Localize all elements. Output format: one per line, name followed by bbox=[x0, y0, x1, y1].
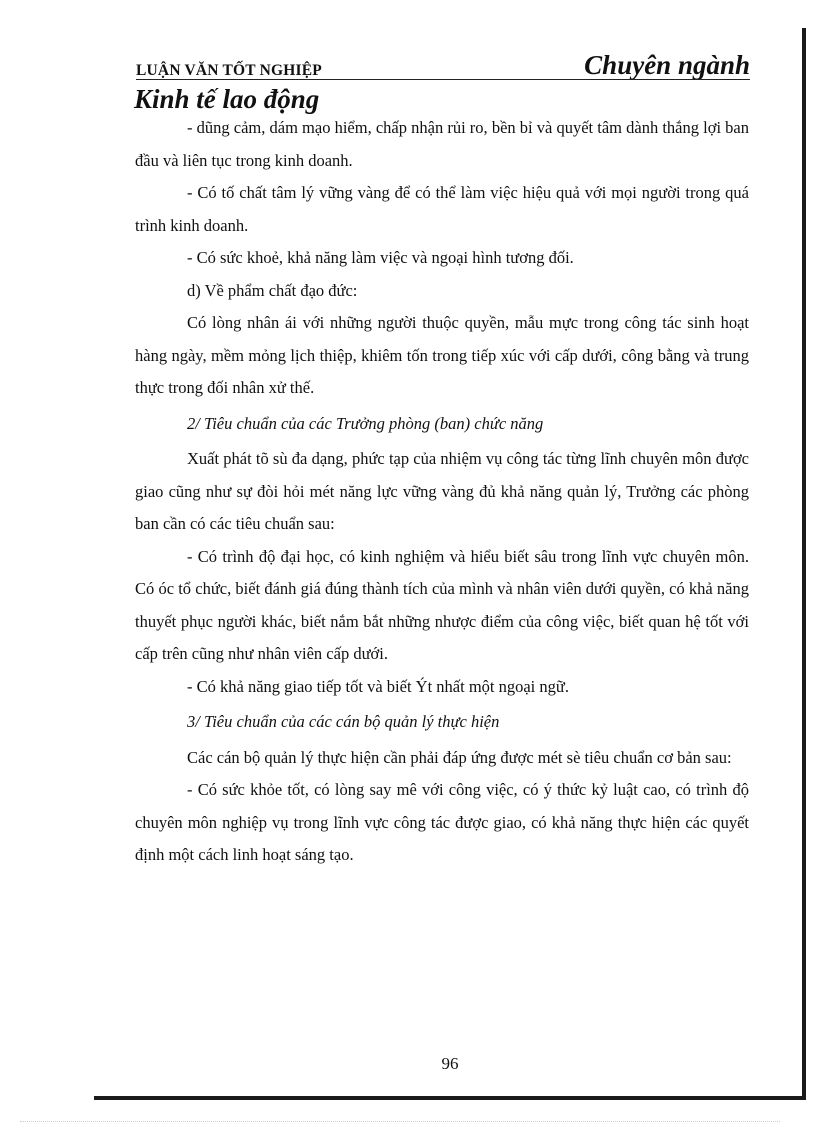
header-rule bbox=[136, 79, 750, 80]
section-heading-2: 2/ Tiêu chuẩn của các Trưởng phòng (ban) chức năng bbox=[187, 413, 544, 433]
page-number: 96 bbox=[441, 1054, 459, 1073]
paragraph-5: Có lòng nhân ái với những người thuộc quyền, mẫu mực trong công tác sinh hoạt hàng ngày, mềm mỏng lịch thiệp, khiêm tốn trong tiếp xúc với cấp dưới, công bằng và trung thực trong đối nhân xử thế. bbox=[135, 313, 749, 397]
header-subtitle: Kinh tế lao động bbox=[134, 84, 320, 114]
paragraph-4: d) Về phẩm chất đạo đức: bbox=[187, 280, 358, 300]
section-heading-3: 3/ Tiêu chuẩn của các cán bộ quản lý thực hiện bbox=[187, 712, 500, 731]
paragraph-3: - Có sức khoẻ, khả năng làm việc và ngoại hình tương đối. bbox=[187, 248, 574, 267]
paragraph-1: - dũng cảm, dám mạo hiểm, chấp nhận rủi ro, bền bỉ và quyết tâm dành thắng lợi ban đầu và liên tục trong kinh doanh. bbox=[135, 118, 749, 170]
paragraph-7: Xuất phát tõ sù đa dạng, phức tạp của nhiệm vụ công tác từng lĩnh chuyên môn được giao cũng như sự đòi hỏi mét năng lực vững vàng đủ khả năng quản lý, Trưởng các phòng ban cần có các tiêu chuẩn sau: bbox=[135, 449, 749, 533]
document-body bbox=[135, 112, 749, 872]
header-left-title: LUẬN VĂN TỐT NGHIỆP bbox=[136, 62, 322, 79]
header-right-title: Chuyên ngành bbox=[584, 50, 750, 80]
paragraph-9: - Có khả năng giao tiếp tốt và biết Ýt nhất một ngoại ngữ. bbox=[187, 676, 569, 696]
paragraph-12: - Có sức khỏe tốt, có lòng say mê với công việc, có ý thức kỷ luật cao, có trình độ chuyên môn nghiệp vụ trong lĩnh vực công tác được giao, có khả năng thực hiện các quyết định một cách linh hoạt sáng tạo. bbox=[135, 780, 749, 864]
paragraph-8: - Có trình độ đại học, có kinh nghiệm và hiểu biết sâu trong lĩnh vực chuyên môn. Có óc tổ chức, biết đánh giá đúng thành tích của mình và nhân viên dưới quyền, có khả năng thuyết phục người khác, biết nắm bắt những nhược điểm của công việc, biết quan hệ tốt với cấp trên cũng như nhân viên cấp dưới. bbox=[135, 546, 749, 663]
paragraph-2: - Có tố chất tâm lý vững vàng để có thể làm việc hiệu quả với mọi người trong quá trình kinh doanh. bbox=[135, 183, 749, 235]
paragraph-11: Các cán bộ quản lý thực hiện cần phải đáp ứng được mét sè tiêu chuẩn cơ bản sau: bbox=[187, 747, 732, 767]
bottom-dotted-line bbox=[20, 1121, 780, 1122]
